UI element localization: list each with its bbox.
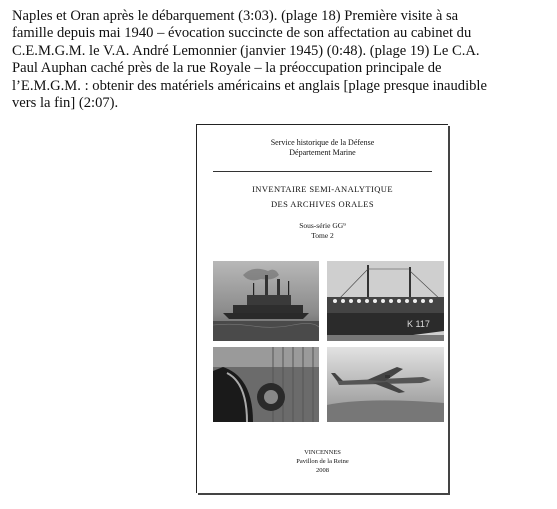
cover-building: Pavillon de la Reine xyxy=(296,458,349,465)
cover-year: 2008 xyxy=(316,467,329,474)
cover-org-line: Département Marine xyxy=(289,148,356,157)
cover-title-line: DES ARCHIVES ORALES xyxy=(270,199,374,209)
paragraph-line: vers la fin] (2:07). xyxy=(12,95,119,112)
cover-organization xyxy=(197,138,448,158)
cover-title xyxy=(197,182,448,212)
cover-divider xyxy=(213,171,432,172)
cover-series-line: Sous-série GG⁹ xyxy=(299,221,346,230)
ship-hull-number: K 117 xyxy=(407,319,430,329)
aircraft-photo xyxy=(327,347,444,422)
cover-imprint xyxy=(197,448,448,475)
cover-org-line: Service historique de la Défense xyxy=(270,138,375,147)
paragraph-line: famille depuis mai 1940 – évocation succincte de son affectation au cabinet du xyxy=(12,25,472,42)
paragraph-line: Naples et Oran après le débarquement (3:03). (plage 18) Première visite à sa xyxy=(12,8,459,24)
engine-room-photo xyxy=(213,347,319,422)
cover-place: VINCENNES xyxy=(304,449,341,456)
paragraph-line: Paul Auphan caché près de la rue Royale – la préoccupation principale de xyxy=(12,60,442,77)
description-paragraph xyxy=(12,8,548,112)
paragraph-line: l’E.M.G.M. : obtenir des matériels américains et anglais [plage presque inaudible xyxy=(12,77,487,94)
cover-title-line: INVENTAIRE SEMI-ANALYTIQUE xyxy=(252,184,393,194)
battleship-photo xyxy=(213,261,319,341)
book-cover-image xyxy=(196,124,448,493)
ship-crew-photo xyxy=(327,261,444,341)
cover-volume-line: Tome 2 xyxy=(311,231,334,240)
paragraph-line: C.E.M.G.M. le V.A. André Lemonnier (janvier 1945) (0:48). (plage 19) Le C.A. xyxy=(12,42,480,59)
cover-series xyxy=(197,221,448,241)
